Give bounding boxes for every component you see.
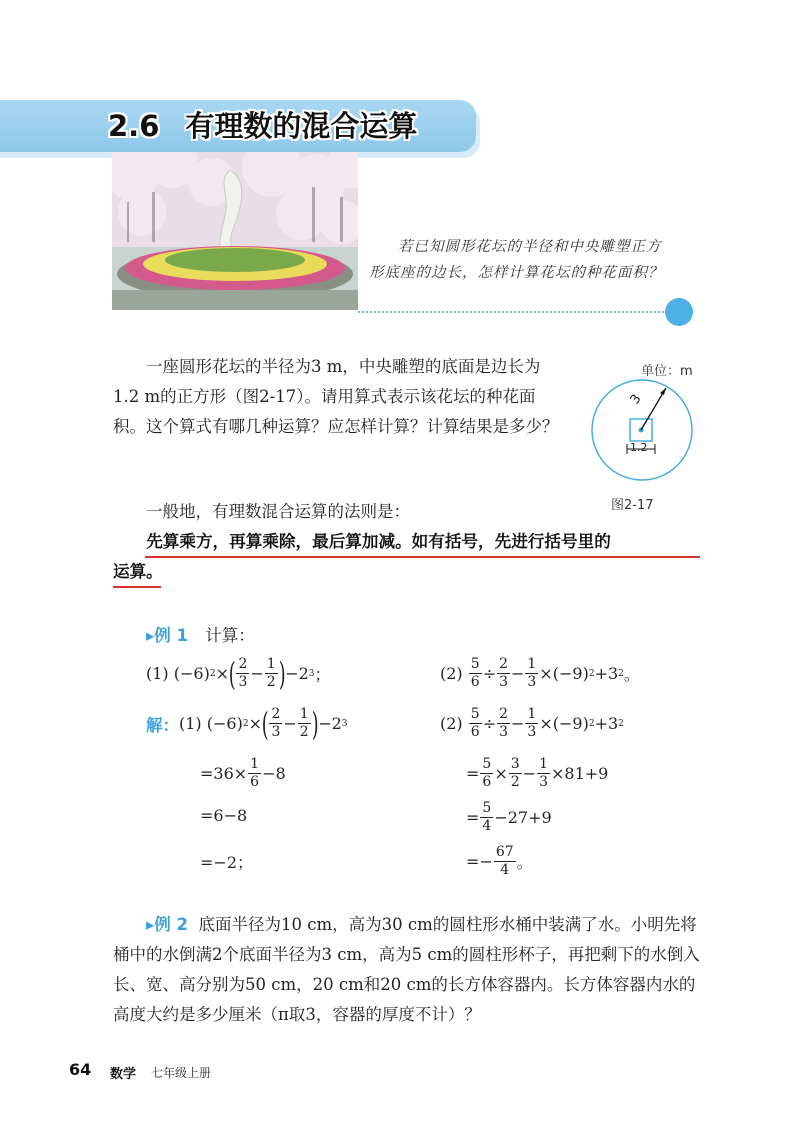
step-text: =−2； [200, 853, 253, 872]
denominator: 6 [250, 774, 260, 790]
step-text: −8 [262, 764, 286, 783]
exponent: 3 [341, 718, 348, 729]
problem-1-times: × [215, 664, 229, 683]
minus: − [511, 664, 525, 683]
numerator: 5 [482, 756, 492, 772]
solution-1-step-3 [200, 850, 253, 873]
problem-1-tail: −2 [285, 664, 309, 683]
solution-1-step-2 [200, 806, 247, 825]
fraction [469, 656, 482, 691]
exponent: 2 [618, 718, 624, 729]
paren-close: ) [278, 654, 286, 693]
numerator: 2 [499, 656, 509, 672]
footer-grade: 七年级上册 [151, 1066, 212, 1080]
section-title-text: 有理数的混合运算 [185, 109, 418, 143]
step-text: =36× [200, 764, 248, 783]
punctuation: 。 [516, 853, 533, 872]
numerator: 2 [238, 656, 248, 672]
solution-2-step-1 [466, 756, 608, 791]
numerator: 2 [271, 706, 281, 722]
denominator: 3 [527, 724, 537, 740]
fraction [480, 800, 493, 835]
problem-2-plus: +3 [594, 664, 619, 683]
fraction [298, 706, 311, 741]
rule-intro: 一般地，有理数混合运算的法则是： [146, 502, 410, 521]
minus: − [283, 714, 297, 733]
exponent: 2 [618, 668, 624, 679]
numerator: 1 [527, 706, 537, 722]
denominator: 6 [482, 774, 492, 790]
denominator: 3 [238, 674, 248, 690]
fraction [525, 706, 538, 741]
figure-caption: 图2-17 [611, 498, 654, 513]
numerator: 2 [499, 706, 509, 722]
denominator: 2 [510, 774, 520, 790]
example-1-problem-2 [440, 656, 640, 691]
example-2-label: ▸例 2 [146, 915, 189, 934]
denominator: 3 [499, 724, 509, 740]
example-1-prompt: 计算： [205, 626, 255, 645]
step-tail: −27+9 [494, 808, 552, 827]
decorative-dot [665, 298, 693, 326]
fraction [494, 844, 516, 879]
punctuation: 。 [623, 665, 640, 684]
rule-underline-2 [113, 586, 161, 588]
exponent: 2 [242, 718, 249, 729]
fraction [469, 706, 482, 741]
times: × [494, 764, 508, 783]
mid: ×(−9) [539, 714, 589, 733]
rule-underline-1 [145, 556, 700, 558]
fraction [236, 656, 249, 691]
numerator: 5 [482, 800, 492, 816]
minus: − [522, 764, 537, 783]
punctuation: ； [314, 665, 331, 684]
divide: ÷ [482, 664, 497, 683]
denominator: 3 [539, 774, 548, 790]
fraction [497, 706, 510, 741]
solution-label: 解： [146, 715, 179, 735]
problem-2-mid: ×(−9) [539, 664, 589, 683]
paren-open: ( [261, 704, 269, 743]
problem-1-exponent: 2 [209, 668, 216, 679]
denominator: 2 [266, 674, 276, 690]
rule-line-2: 运算。 [113, 562, 163, 581]
equals: = [466, 808, 480, 827]
denominator: 6 [470, 674, 480, 690]
fraction [509, 756, 522, 791]
fraction [269, 706, 282, 741]
intro-question: 若已知圆形花坛的半径和中央雕塑正方形底座的边长，怎样计算花坛的种花面积？ [369, 239, 664, 281]
denominator: 3 [499, 674, 509, 690]
problem-1-lead: (−6) [173, 664, 210, 683]
fraction [265, 656, 278, 691]
minus: − [250, 664, 264, 683]
problem-1-exponent-3: 3 [308, 668, 315, 679]
equals: = [466, 764, 480, 783]
example-1-header [146, 622, 255, 646]
problem-1-tag: (1) [146, 664, 169, 683]
section-title [108, 104, 417, 148]
solution-1-line-0 [146, 706, 348, 741]
figure-unit-label: 单位：m [641, 364, 693, 379]
solution-2-step-3 [466, 844, 533, 879]
section-number: 2.6 [108, 109, 160, 143]
example-1-label: ▸例 1 [146, 626, 189, 645]
numerator: 3 [510, 756, 520, 772]
numerator: 5 [470, 706, 480, 722]
denominator: 2 [299, 724, 309, 740]
figure-circle-diagram [590, 376, 694, 486]
numerator: 67 [495, 844, 514, 860]
denominator: 6 [470, 724, 480, 740]
solution-1-step-1 [200, 756, 286, 791]
example-2-text: 底面半径为10 cm，高为30 cm的圆柱形水桶中装满了水。小明先将桶中的水倒满2个底面半径为3 cm，高为5 cm的圆柱形杯子，再把剩下的水倒入长、宽、高分别为50 cm，20 cm和20 cm的长方体容器内。长方体容器内水的高度大约是多少厘米（π取3，容器的厚度不计）？ [113, 915, 700, 1024]
paren-close: ) [311, 704, 319, 743]
fraction [525, 656, 538, 691]
numerator: 5 [470, 656, 480, 672]
fraction [248, 756, 261, 791]
times: × [248, 714, 262, 733]
figure-side-label: 1.2 [630, 441, 648, 454]
solution-2-tag: (2) [440, 714, 463, 733]
fraction [497, 656, 510, 691]
numerator: 1 [527, 656, 537, 672]
plus: +3 [594, 714, 619, 733]
problem-text: 一座圆形花坛的半径为3 m，中央雕塑的底面是边长为1.2 m的正方形（图2-17）。请用算式表示该花坛的种花面积。这个算式有哪几种运算？应怎样计算？计算结果是多少？ [113, 357, 559, 436]
page-number: 64 [69, 1060, 92, 1079]
step-tail: ×81+9 [550, 764, 609, 783]
solution-1-lead: (−6) [206, 714, 243, 733]
fraction [480, 756, 493, 791]
paren-open: ( [228, 654, 236, 693]
footer-subject: 数学 [110, 1067, 137, 1082]
equals: =− [466, 852, 493, 871]
solution-1-tag: (1) [179, 714, 202, 733]
denominator: 4 [500, 862, 510, 878]
minus: − [511, 714, 525, 733]
fraction [537, 756, 550, 791]
divide: ÷ [482, 714, 497, 733]
solution-2-step-2 [466, 800, 552, 835]
numerator: 1 [250, 756, 260, 772]
denominator: 4 [482, 818, 492, 834]
flower-bed-photo [112, 152, 358, 310]
dotted-divider [358, 311, 668, 313]
example-2 [113, 910, 703, 1030]
exponent: 2 [588, 718, 595, 729]
tail: −2 [318, 714, 342, 733]
denominator: 3 [527, 674, 537, 690]
problem-2-tag: (2) [440, 664, 463, 683]
rule-line-1: 先算乘方，再算乘除，最后算加减。如有括号，先进行括号里的 [146, 532, 611, 551]
exponent: 2 [588, 668, 595, 679]
step-text: =6−8 [200, 806, 248, 825]
solution-2-line-0 [440, 706, 624, 741]
numerator: 1 [539, 756, 548, 772]
numerator: 1 [299, 706, 309, 722]
figure-radius-label: 3 [627, 391, 645, 408]
denominator: 3 [271, 724, 281, 740]
numerator: 1 [266, 656, 276, 672]
example-1-problem-1 [146, 656, 331, 691]
